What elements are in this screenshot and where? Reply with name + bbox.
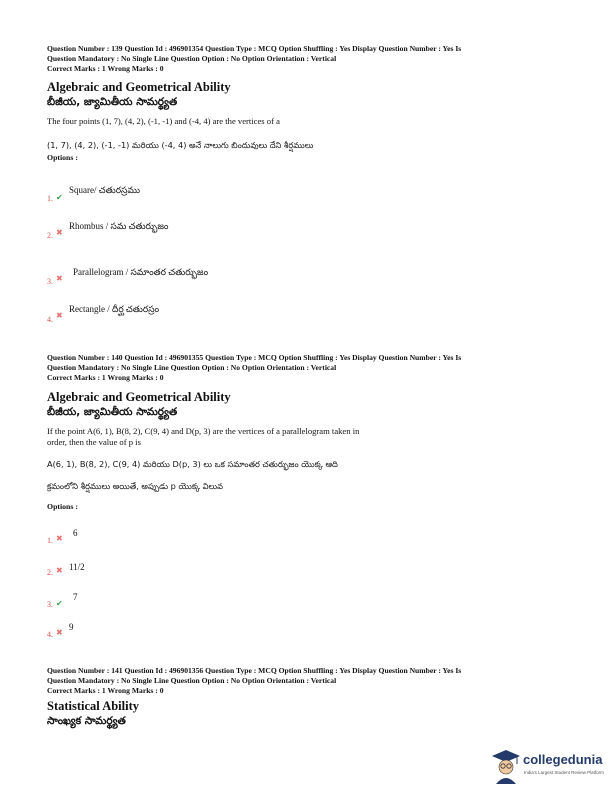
logo-tagline: India's Largest Student Review Platform xyxy=(524,770,604,775)
question-meta-line2: Question Mandatory : No Single Line Question Option : No Option Orientation : Vertical xyxy=(47,676,337,686)
option-text: 9 xyxy=(69,622,74,632)
question-141 xyxy=(47,666,572,729)
question-meta-line2: Question Mandatory : No Single Line Question Option : No Option Orientation : Vertical xyxy=(47,363,337,373)
question-meta-line1: Question Number : 139 Question Id : 496901354 Question Type : MCQ Option Shuffling : Yes Display Question Number : Yes Is xyxy=(47,44,462,53)
option-text: Square/ చతురస్రము xyxy=(69,185,140,195)
question-text-te-2: క్రమంలోని శీర్షములు అయితే, అప్పుడు p యొక్క విలువ xyxy=(47,480,223,491)
option-number: 2. xyxy=(47,231,53,240)
check-icon: ✔ xyxy=(56,193,63,202)
check-icon: ✔ xyxy=(56,599,63,608)
section-title-en: Algebraic and Geometrical Ability xyxy=(47,389,231,404)
option-number: 4. xyxy=(47,315,53,324)
option-text: Rhombus / సమ చతుర్భుజం xyxy=(69,221,169,231)
option-number: 3. xyxy=(47,277,53,286)
section-title-te: బీజీయ, జ్యామితీయ సామర్థ్యత xyxy=(47,95,178,108)
marks-line: Correct Marks : 1 Wrong Marks : 0 xyxy=(47,686,164,696)
student-mascot-icon xyxy=(490,748,522,784)
question-text-en-2: order, then the value of p is xyxy=(47,436,141,447)
question-text-en-1: If the point A(6, 1), B(8, 2), C(9, 4) and D(p, 3) are the vertices of a parallelogram taken in xyxy=(47,425,360,436)
option-number: 4. xyxy=(47,630,53,639)
cross-icon: ✖ xyxy=(56,311,63,320)
marks-line: Correct Marks : 1 Wrong Marks : 0 xyxy=(47,64,164,74)
option-number: 1. xyxy=(47,194,53,203)
section-title-te: బీజీయ, జ్యామితీయ సామర్థ్యత xyxy=(47,405,178,418)
question-139 xyxy=(47,44,572,162)
question-meta-line2: Question Mandatory : No Single Line Question Option : No Option Orientation : Vertical xyxy=(47,54,337,64)
option-number: 3. xyxy=(47,600,53,609)
question-meta-line1: Question Number : 141 Question Id : 496901356 Question Type : MCQ Option Shuffling : Yes Display Question Number : Yes Is xyxy=(47,666,462,675)
section-title-en: Statistical Ability xyxy=(47,698,140,713)
question-text-en: The four points (1, 7), (4, 2), (-1, -1) and (-4, 4) are the vertices of a xyxy=(47,115,280,126)
options-label: Options : xyxy=(47,152,78,162)
cross-icon: ✖ xyxy=(56,228,63,237)
option-text: 11/2 xyxy=(69,562,85,572)
section-title-en: Algebraic and Geometrical Ability xyxy=(47,79,231,94)
cross-icon: ✖ xyxy=(56,534,63,543)
option-text: 7 xyxy=(73,592,78,602)
option-text: 6 xyxy=(73,528,78,538)
option-text: Rectangle / దీర్ఘ చతురస్రం xyxy=(69,304,160,314)
collegedunia-logo xyxy=(490,748,608,786)
option-text: Parallelogram / సమాంతర చతుర్భుజం xyxy=(73,267,209,277)
question-text-te: (1, 7), (4, 2), (-1, -1) మరియు (-4, 4) అనే నాలుగు బిందువులు దేని శీర్షములు xyxy=(47,139,314,150)
section-title-te: సాంఖ్యక సామర్థ్యత xyxy=(47,714,126,727)
question-meta-line1: Question Number : 140 Question Id : 496901355 Question Type : MCQ Option Shuffling : Yes Display Question Number : Yes Is xyxy=(47,353,462,362)
cross-icon: ✖ xyxy=(56,274,63,283)
question-text-te-1: A(6, 1), B(8, 2), C(9, 4) మరియు D(p, 3) లు ఒక సమాంతర చతుర్భుజం యొక్క ఆది xyxy=(47,458,338,469)
cross-icon: ✖ xyxy=(56,566,63,575)
logo-wordmark: collegedunia xyxy=(523,752,603,767)
options-label: Options : xyxy=(47,501,78,511)
question-140 xyxy=(47,353,572,511)
marks-line: Correct Marks : 1 Wrong Marks : 0 xyxy=(47,373,164,383)
option-number: 2. xyxy=(47,568,53,577)
option-number: 1. xyxy=(47,536,53,545)
cross-icon: ✖ xyxy=(56,628,63,637)
